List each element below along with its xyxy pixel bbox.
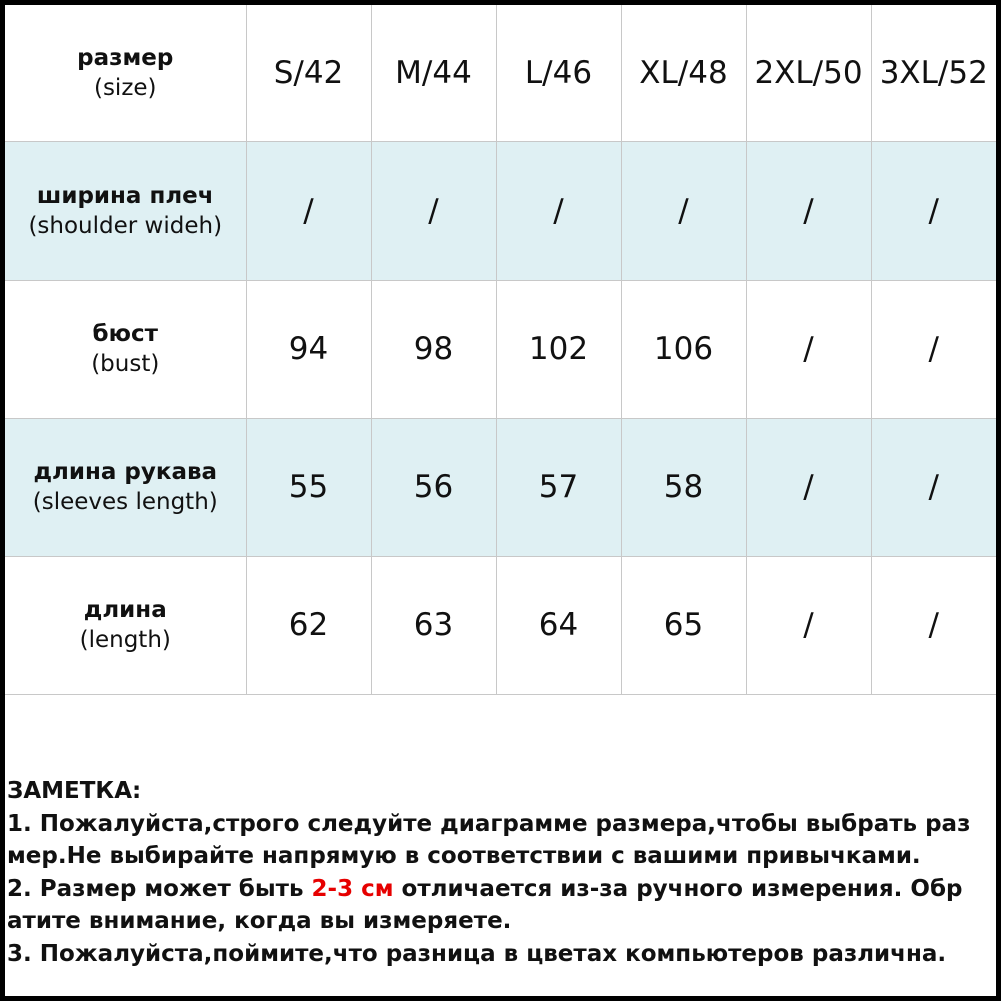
size-label-ru: размер: [77, 45, 174, 72]
row-label-en: (sleeves length): [32, 489, 218, 516]
row-label-en: (bust): [91, 351, 160, 378]
row-label-cell: [5, 556, 246, 694]
table-cell: /: [746, 556, 871, 694]
table-cell: 56: [371, 418, 496, 556]
table-row-bust: [5, 280, 996, 418]
size-chart-frame: [5, 5, 996, 996]
row-label-cell: [5, 142, 246, 280]
size-header-3xl: 3XL/52: [871, 5, 996, 142]
table-cell: /: [621, 142, 746, 280]
notes-title: ЗАМЕТКА:: [7, 778, 142, 804]
size-label-cell: [5, 5, 246, 142]
row-label-ru: ширина плеч: [36, 183, 214, 210]
table-cell: /: [871, 280, 996, 418]
size-header-s: S/42: [246, 5, 371, 142]
note-text: 2. Размер может быть: [7, 875, 312, 902]
size-header-xl: XL/48: [621, 5, 746, 142]
size-header-row: [5, 5, 996, 142]
table-cell: 62: [246, 556, 371, 694]
table-cell: 63: [371, 556, 496, 694]
row-label-ru: бюст: [92, 321, 158, 348]
note-line: атите внимание, когда вы измеряете.: [7, 908, 512, 934]
table-cell: 94: [246, 280, 371, 418]
note-line: 1. Пожалуйста,строго следуйте диаграмме размера,чтобы выбрать раз: [7, 810, 971, 837]
table-cell: /: [371, 142, 496, 280]
table-cell: /: [746, 418, 871, 556]
table-cell: /: [246, 142, 371, 280]
table-cell: 102: [496, 280, 621, 418]
note-text: отличается из-за ручного измерения. Обр: [393, 875, 963, 902]
row-label-cell: [5, 280, 246, 418]
row-label-en: (shoulder wideh): [28, 213, 223, 240]
table-cell: /: [871, 418, 996, 556]
table-cell: /: [871, 142, 996, 280]
size-header-2xl: 2XL/50: [746, 5, 871, 142]
table-cell: 55: [246, 418, 371, 556]
size-header-l: L/46: [496, 5, 621, 142]
size-header-m: M/44: [371, 5, 496, 142]
row-label-ru: длина: [83, 597, 167, 624]
table-cell: 58: [621, 418, 746, 556]
table-row-sleeve: [5, 418, 996, 556]
table-row-shoulder: [5, 142, 996, 280]
note-line: мер.Не выбирайте напрямую в соответствии с вашими привычками.: [7, 843, 921, 869]
note-line: [7, 873, 992, 906]
table-cell: /: [871, 556, 996, 694]
row-label-ru: длина рукава: [33, 459, 218, 486]
notes-section: [7, 775, 992, 970]
table-cell: /: [746, 142, 871, 280]
row-label-en: (length): [79, 627, 171, 654]
table-cell: 65: [621, 556, 746, 694]
table-cell: /: [746, 280, 871, 418]
table-cell: 64: [496, 556, 621, 694]
table-cell: 106: [621, 280, 746, 418]
table-cell: /: [496, 142, 621, 280]
note-highlight: 2-3 см: [311, 875, 394, 902]
note-line: 3. Пожалуйста,поймите,что разница в цветах компьютеров различна.: [7, 940, 947, 967]
size-table: [5, 5, 996, 695]
table-cell: 57: [496, 418, 621, 556]
table-row-length: [5, 556, 996, 694]
table-cell: 98: [371, 280, 496, 418]
row-label-cell: [5, 418, 246, 556]
size-label-en: (size): [93, 75, 157, 102]
